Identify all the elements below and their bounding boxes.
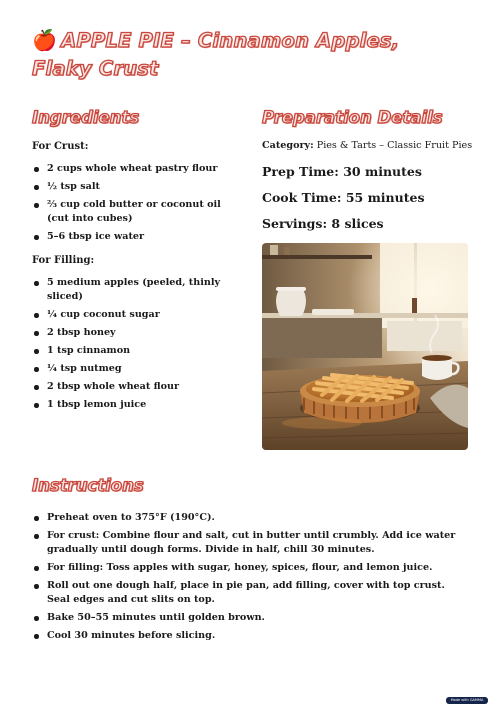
cook-time: Cook Time: 55 minutes <box>262 190 425 205</box>
crust-ingredient-list <box>32 162 242 248</box>
instruction-step: Bake 50–55 minutes until golden brown. <box>32 611 470 625</box>
list-item: 5–6 tbsp ice water <box>32 230 242 244</box>
list-item: 5 medium apples (peeled, thinly sliced) <box>32 276 242 304</box>
category-value: Pies & Tarts – Classic Fruit Pies <box>316 140 473 151</box>
crust-label: For Crust: <box>32 141 89 152</box>
instruction-step: For filling: Toss apples with sugar, honey, spices, flour, and lemon juice. <box>32 561 470 575</box>
preparation-heading: Preparation Details <box>262 108 443 127</box>
list-item: ¼ cup coconut sugar <box>32 308 242 322</box>
list-item: ¼ tsp nutmeg <box>32 362 242 376</box>
category-line <box>262 140 472 151</box>
instructions-list <box>32 511 470 647</box>
instruction-step: Roll out one dough half, place in pie pan, add filling, cover with top crust. Seal edges and cut slits on top. <box>32 579 470 607</box>
list-item: 2 cups whole wheat pastry flour <box>32 162 242 176</box>
category-label: Category: <box>262 140 314 151</box>
servings: Servings: 8 slices <box>262 216 384 231</box>
page-title-text: APPLE PIE – Cinnamon Apples, Flaky Crust <box>32 29 400 80</box>
prep-time: Prep Time: 30 minutes <box>262 164 422 179</box>
filling-label: For Filling: <box>32 255 95 266</box>
ingredients-heading: Ingredients <box>32 108 140 127</box>
instruction-step: For crust: Combine flour and salt, cut in butter until crumbly. Add ice water gradually until dough forms. Divide in half, chill 30 minutes. <box>32 529 470 557</box>
list-item: ⅔ cup cold butter or coconut oil (cut into cubes) <box>32 198 242 226</box>
apple-pie-photo <box>262 243 468 450</box>
list-item: ½ tsp salt <box>32 180 242 194</box>
list-item: 1 tsp cinnamon <box>32 344 242 358</box>
made-with-badge[interactable]: Made with GAMMA <box>446 697 488 704</box>
instruction-step: Cool 30 minutes before slicing. <box>32 629 470 643</box>
filling-ingredient-list <box>32 276 242 416</box>
instruction-step: Preheat oven to 375°F (190°C). <box>32 511 470 525</box>
list-item: 1 tbsp lemon juice <box>32 398 242 412</box>
apple-icon: 🍎 <box>32 28 58 52</box>
instructions-heading: Instructions <box>32 476 144 495</box>
list-item: 2 tbsp honey <box>32 326 242 340</box>
list-item: 2 tbsp whole wheat flour <box>32 380 242 394</box>
page-title <box>32 26 462 83</box>
